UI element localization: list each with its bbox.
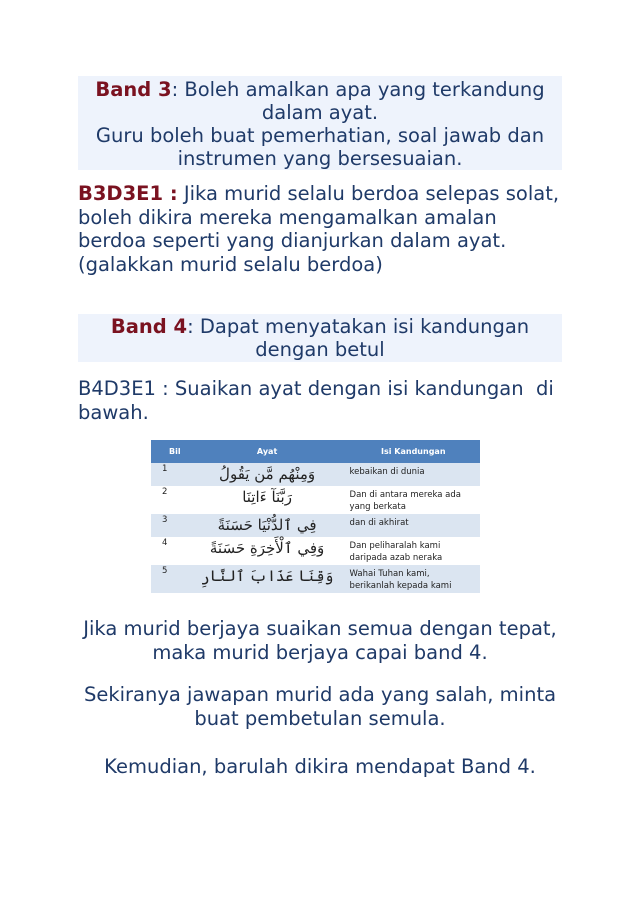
b4d3e1-line1: B4D3E1 : Suaikan ayat dengan isi kandungan di [78, 377, 554, 400]
b3d3e1-code: B3D3E1 : [78, 182, 178, 205]
header-isi: Isi Kandungan [347, 440, 480, 463]
band3-line2: dalam ayat. [261, 101, 379, 124]
band3-label: Band 3 [95, 78, 172, 101]
row-bil: 2 [151, 486, 188, 514]
closing-p1-line2: maka murid berjaya capai band 4. [152, 641, 488, 664]
closing-p1-line1: Jika murid berjaya suaikan semua dengan tepat, [83, 617, 557, 640]
row-isi: kebaikan di dunia [347, 463, 480, 486]
row-isi: dan di akhirat [347, 514, 480, 537]
row-ayat: وَقِنَا عَذَابَ ٱلنَّارِ [188, 565, 347, 593]
row-isi: Wahai Tuhan kami, berikanlah kepada kami [347, 565, 480, 593]
row-ayat: فِي ٱلدُّنْيَا حَسَنَةً [188, 514, 347, 537]
row-bil: 3 [151, 514, 188, 537]
row-bil: 5 [151, 565, 188, 593]
b3d3e1-line3: berdoa seperti yang dianjurkan dalam ayat. [78, 229, 507, 252]
closing-paragraph-2 [70, 683, 570, 731]
row-ayat: وَمِنْهُم مَّن يَقُولُ [188, 463, 347, 486]
band3-line1 [78, 78, 562, 101]
band3-line4: instrumen yang bersesuaian. [177, 147, 463, 170]
table-row [151, 565, 480, 593]
b4d3e1-line2: bawah. [78, 400, 149, 424]
band4-line1 [78, 315, 562, 338]
table-row [151, 486, 480, 514]
row-bil: 1 [151, 463, 188, 486]
b3d3e1-paragraph [78, 182, 568, 276]
row-ayat: رَبَّنَآ ءَاتِنَا [188, 486, 347, 514]
b3d3e1-line4: (galakkan murid selalu berdoa) [78, 252, 383, 276]
closing-paragraph-3 [70, 755, 570, 779]
closing-p2-line1: Sekiranya jawapan murid ada yang salah, minta [83, 683, 557, 706]
band3-line3: Guru boleh buat pemerhatian, soal jawab dan [95, 124, 545, 147]
row-bil: 4 [151, 537, 188, 565]
closing-p2-line2: buat pembetulan semula. [194, 707, 446, 730]
row-isi: Dan di antara mereka ada yang berkata [347, 486, 480, 514]
b4d3e1-paragraph [78, 377, 568, 424]
band4-line2: dengan betul [255, 338, 385, 361]
header-ayat: Ayat [188, 440, 347, 463]
band3-text-1: : Boleh amalkan apa yang terkandung [171, 78, 545, 101]
table-row [151, 463, 480, 486]
band3-box [78, 76, 562, 170]
band4-text-1: : Dapat menyatakan isi kandungan [187, 315, 530, 338]
header-bil: Bil [151, 440, 188, 463]
table-row [151, 537, 480, 565]
table-header-row [151, 440, 480, 463]
band4-box [78, 314, 562, 362]
closing-paragraph-1 [70, 617, 570, 665]
closing-p3-line1: Kemudian, barulah dikira mendapat Band 4. [104, 755, 536, 778]
b3d3e1-text-1: Jika murid selalu berdoa selepas solat, [177, 182, 560, 205]
band4-label: Band 4 [110, 315, 188, 338]
row-isi: Dan peliharalah kami daripada azab neraka [347, 537, 480, 565]
b3d3e1-line2: boleh dikira mereka mengamalkan amalan [78, 205, 497, 229]
b3d3e1-line1 [78, 182, 568, 206]
row-ayat: وَفِي ٱلْأَخِرَةِ حَسَنَةً [188, 537, 347, 565]
table-row [151, 514, 480, 537]
matching-table [151, 440, 480, 593]
